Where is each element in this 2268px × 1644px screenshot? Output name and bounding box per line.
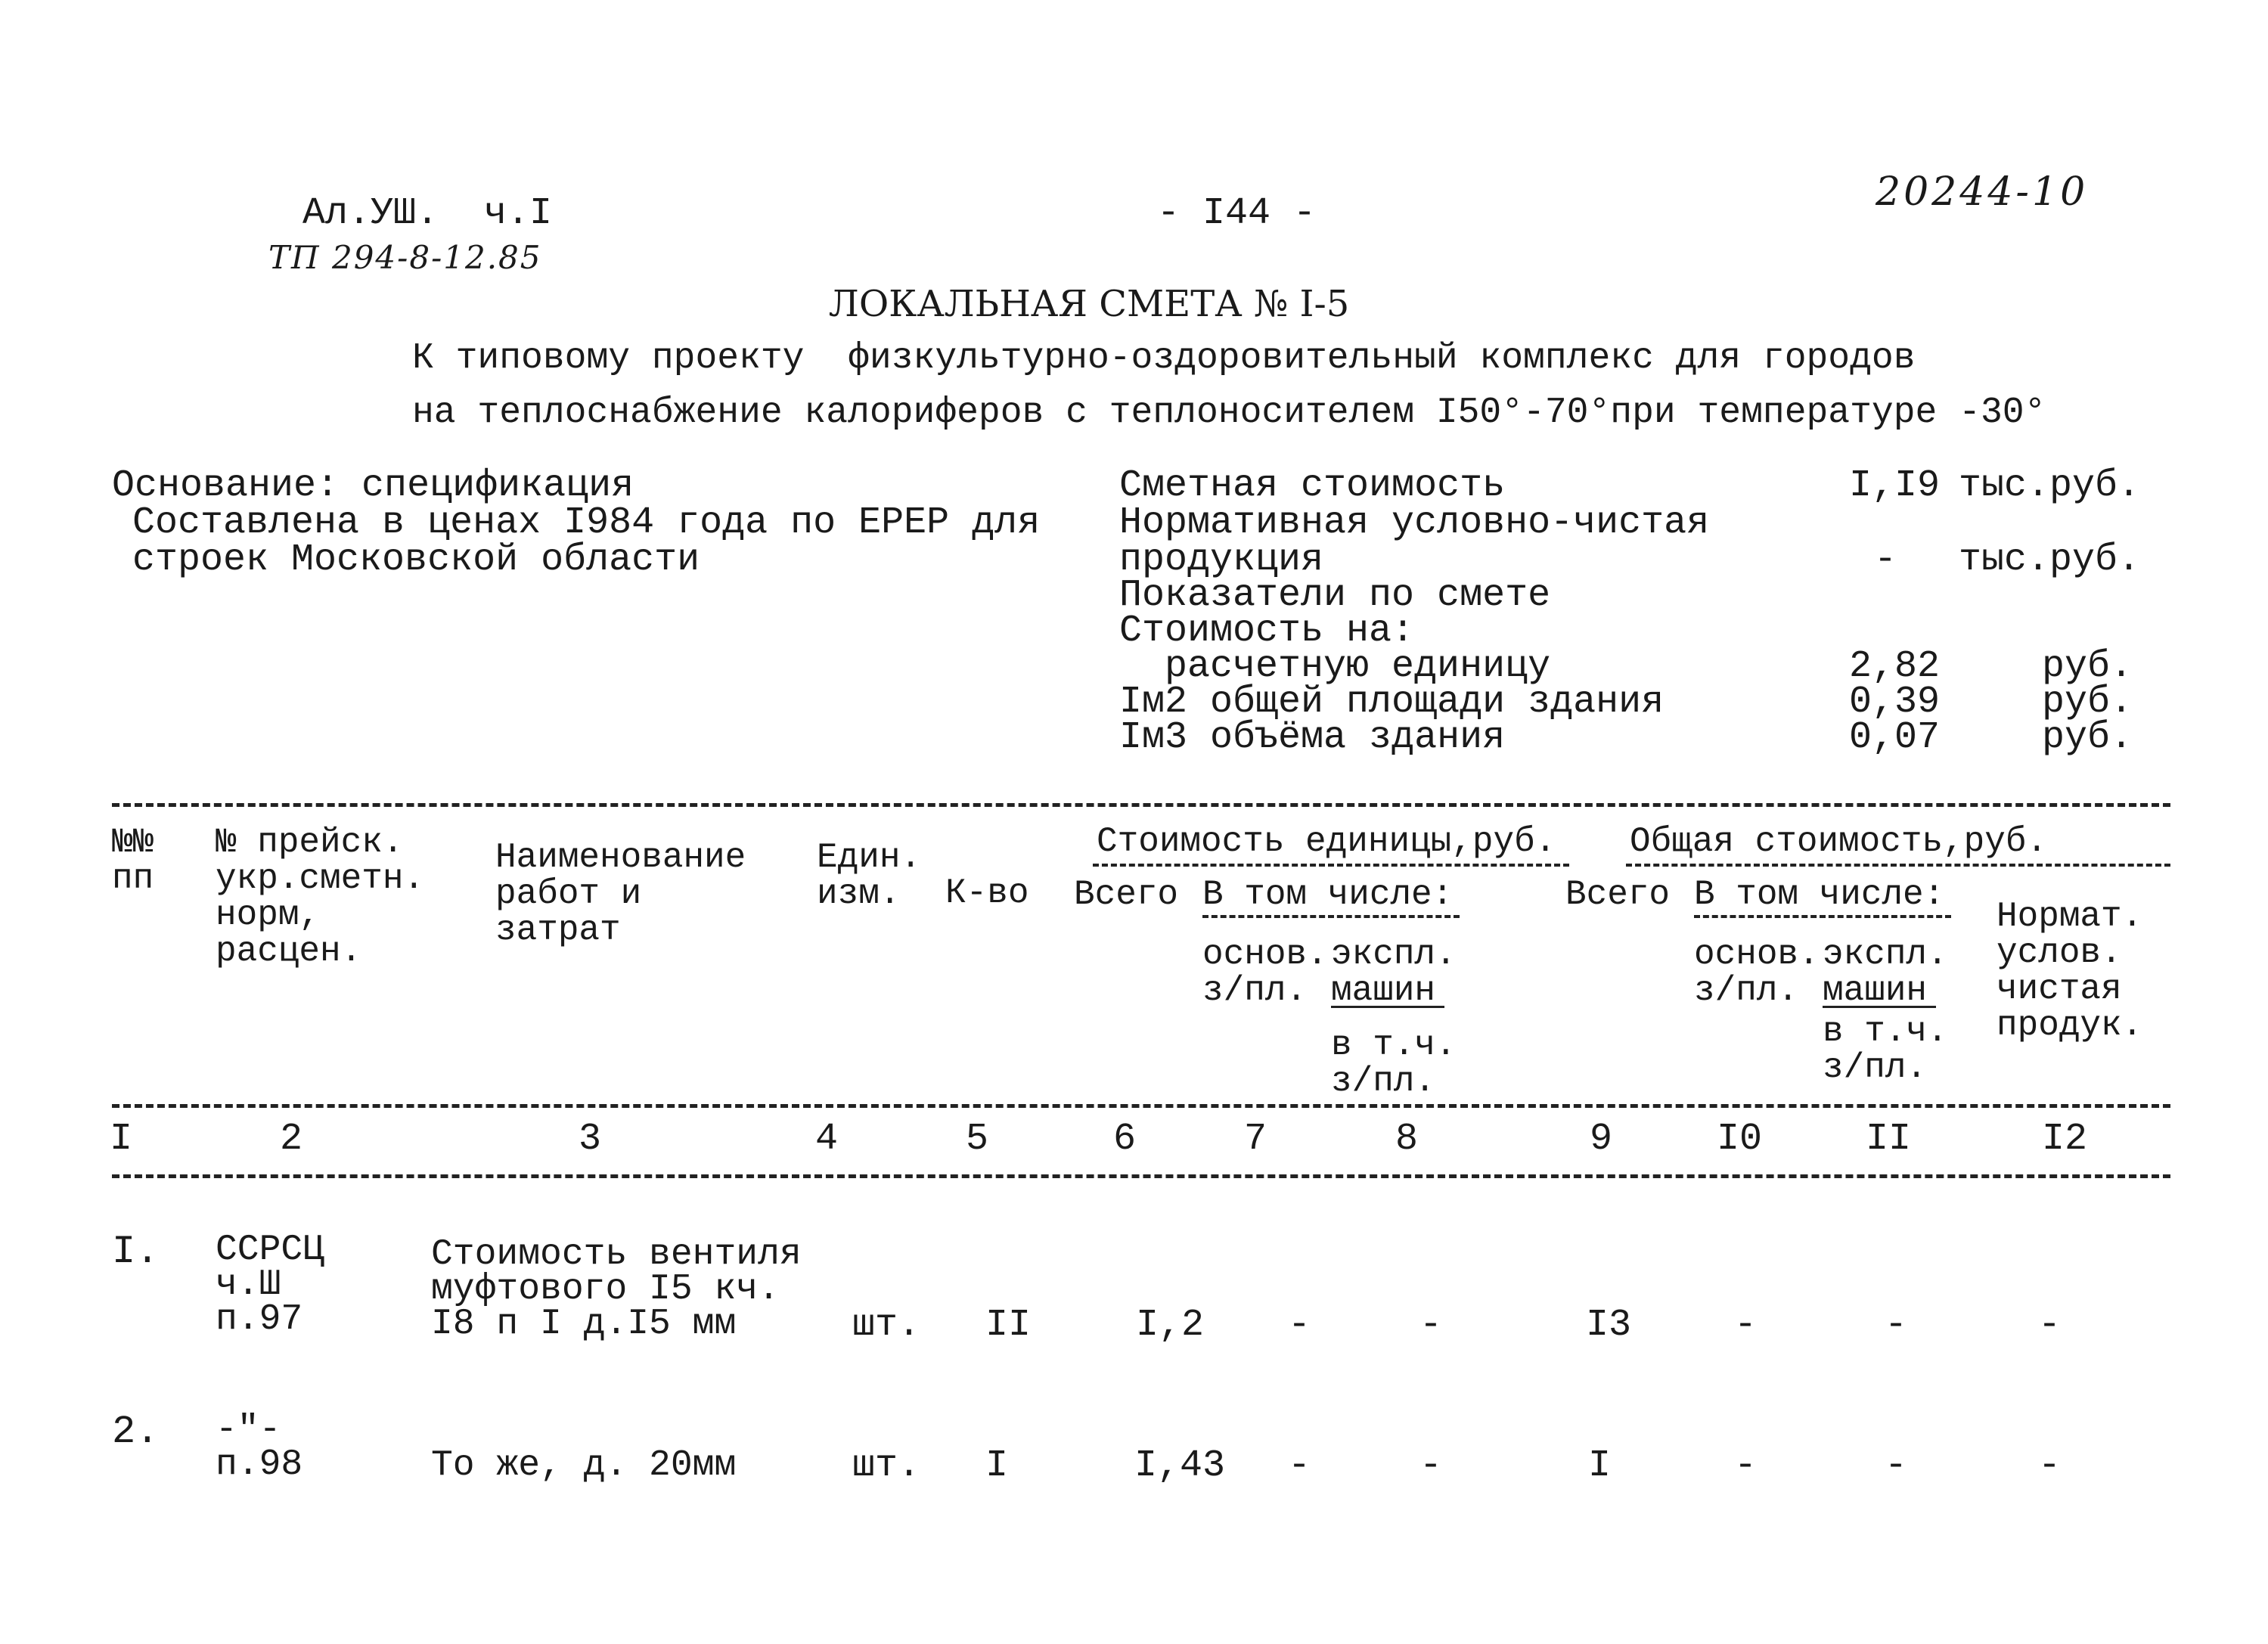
header-total-base-wage: основ. з/пл. [1694,935,1820,1010]
project-code: ТП 294-8-12.85 [268,239,542,276]
header-unit-including: В том числе: [1202,875,1454,914]
column-number-4: 4 [814,1118,839,1161]
row-unit: шт. [852,1304,921,1347]
row-unit-machine: - [1419,1304,1443,1347]
estimated-cost-value: I,I9 [1849,464,1941,507]
basis-line-3: строек Московской области [132,538,700,582]
header-total-cost-group: Общая стоимость,руб. [1630,822,2048,861]
header-unit-base-wage: основ. з/пл. [1202,935,1328,1010]
unit-cost-group-underline [1093,864,1569,867]
net-product-label-2: продукция [1119,538,1324,582]
row-qty: I [985,1444,1009,1487]
estimated-cost-label: Сметная стоимость [1119,464,1506,507]
net-product-value: - [1874,538,1897,582]
indicator-value-area: 0,39 [1849,681,1941,724]
row-qty: II [985,1304,1032,1347]
header-unit-machine-wage: в т.ч. з/пл. [1331,1025,1457,1101]
column-number-2: 2 [279,1118,303,1161]
estimated-cost-unit: тыс.руб. [1959,464,2141,507]
table-header-bottom-rule [112,1104,2170,1108]
cost-per-label: Стоимость на: [1119,610,1415,653]
row-total-wage: - [1733,1304,1758,1347]
basis-line-1: Основание: спецификация [112,464,634,507]
column-number-10: I0 [1716,1118,1763,1161]
header-price-ref: № прейск. укр.сметн. норм, расцен. [216,823,425,971]
row-total-wage: - [1733,1444,1758,1487]
subtitle-line-1: К типовому проекту физкультурно-оздоровительный комплекс для городов [412,338,1916,379]
column-number-8: 8 [1395,1118,1419,1161]
header-qty: К-во [945,873,1029,913]
indicator-label-unit: расчетную единицу [1165,645,1551,688]
row-unit-total: I,2 [1135,1304,1205,1347]
indicator-label-volume: Iм3 объёма здания [1119,716,1506,759]
archive-number: 20244-10 [1876,169,2089,215]
net-product-label-1: Нормативная условно-чистая [1119,501,1710,544]
row-unit: шт. [852,1444,921,1487]
header-norm-net: Нормат. услов. чистая продук. [1997,897,2143,1045]
row-num: I. [112,1230,160,1274]
row-total-machine: - [1884,1304,1908,1347]
indicator-label-area: Iм2 общей площади здания [1119,681,1665,724]
column-number-5: 5 [965,1118,989,1161]
document-title: ЛОКАЛЬНАЯ СМЕТА № I-5 [828,283,1350,325]
row-unit-wage: - [1287,1304,1311,1347]
header-unit-total: Всего [1074,875,1179,914]
column-number-3: 3 [578,1118,602,1161]
row-norm: - [2037,1444,2062,1487]
column-numbers-bottom-rule [112,1174,2170,1178]
column-number-11: II [1865,1118,1912,1161]
header-name: Наименование работ и затрат [495,838,746,950]
header-total-including: В том числе: [1694,875,1945,914]
header-num: №№ пп [112,823,154,898]
row-unit-total: I,43 [1134,1444,1226,1487]
header-total-machine-op: экспл. машин [1823,935,1948,1010]
row-total: I3 [1585,1304,1632,1347]
total-including-underline [1694,915,1951,918]
header-total-machine-wage: в т.ч. з/пл. [1823,1012,1948,1087]
header-unit-machine-op: экспл. машин [1331,935,1457,1010]
column-number-1: I [109,1118,133,1161]
indicator-unit-volume: руб. [2042,716,2133,759]
header-unit-cost-group: Стоимость единицы,руб. [1097,822,1556,861]
indicator-unit-area: руб. [2042,681,2133,724]
column-number-6: 6 [1112,1118,1137,1161]
indicator-unit-unit: руб. [2042,645,2133,688]
row-ref: -"- п.98 [216,1410,303,1485]
header-unit: Един. изм. [817,838,922,914]
row-name: То же, д. 20мм [431,1445,737,1486]
basis-line-2: Составлена в ценах I984 года по ЕРЕР для [132,501,1041,544]
indicator-value-volume: 0,07 [1849,716,1941,759]
column-number-12: I2 [2041,1118,2088,1161]
row-ref: ССРСЦ ч.Ш п.97 [216,1230,325,1340]
unit-including-underline [1202,915,1460,918]
table-top-rule [112,803,2170,807]
indicators-label: Показатели по смете [1119,574,1551,617]
total-machine-underline [1823,1006,1936,1008]
row-unit-wage: - [1287,1444,1311,1487]
row-total-machine: - [1884,1444,1908,1487]
row-num: 2. [112,1410,160,1454]
row-norm: - [2037,1304,2062,1347]
album-reference: Ал.УШ. ч.I [303,192,553,235]
row-unit-machine: - [1419,1444,1443,1487]
net-product-unit: тыс.руб. [1959,538,2141,582]
subtitle-line-2: на теплоснабжение калориферов с теплоносителем I50°-70°при температуре -30° [412,392,2046,433]
unit-machine-underline [1331,1006,1444,1008]
page-number: - I44 - [1156,192,1317,235]
column-number-9: 9 [1589,1118,1613,1161]
indicator-value-unit: 2,82 [1849,645,1941,688]
row-total: I [1587,1444,1612,1487]
total-cost-group-underline [1626,864,2170,867]
column-number-7: 7 [1243,1118,1267,1161]
row-name: Стоимость вентиля муфтового I5 кч. I8 п I д.I5 мм [431,1234,802,1345]
header-total-total: Всего [1565,875,1671,914]
